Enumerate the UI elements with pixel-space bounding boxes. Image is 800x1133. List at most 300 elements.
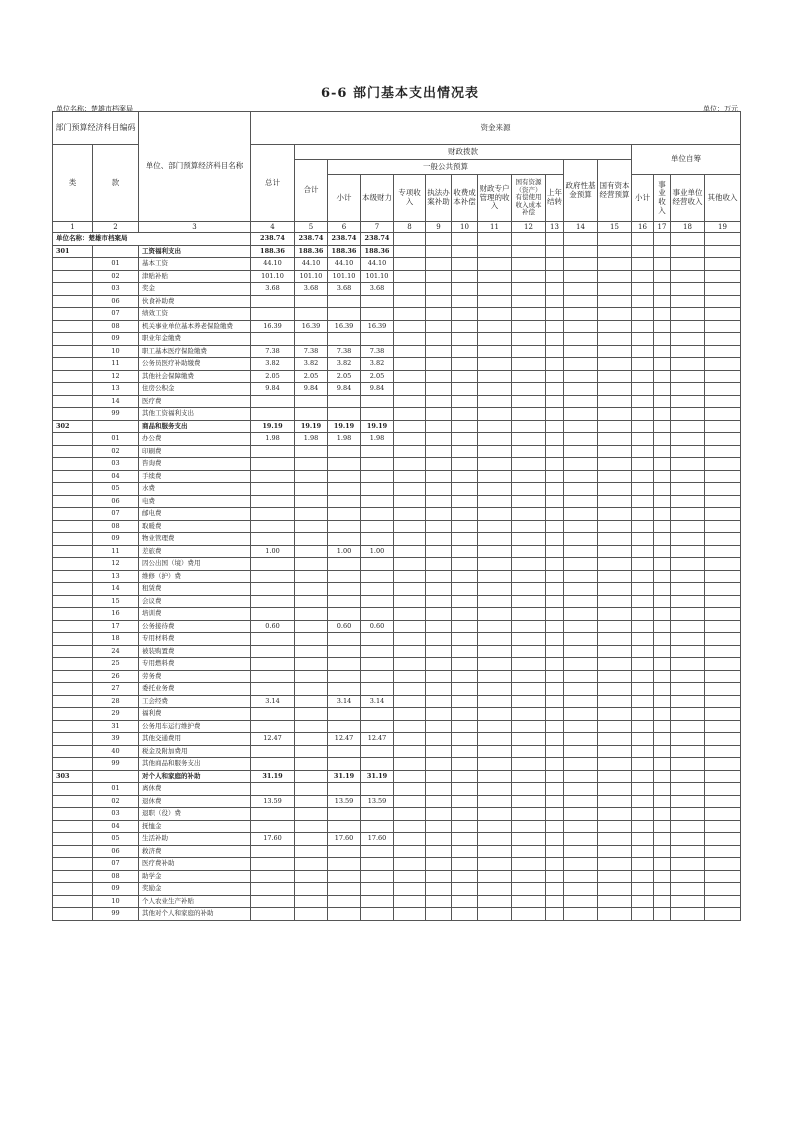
header-general-public: 一般公共预算	[328, 160, 564, 175]
empty-cell	[546, 333, 564, 346]
amount-total	[251, 870, 295, 883]
empty-cell	[546, 308, 564, 321]
empty-cell	[546, 520, 564, 533]
amount-total: 16.39	[251, 320, 295, 333]
amount-heji	[295, 533, 328, 546]
item-name: 印刷费	[139, 445, 251, 458]
empty-cell	[598, 358, 632, 371]
empty-cell	[632, 633, 654, 646]
empty-cell	[394, 695, 426, 708]
empty-cell	[564, 483, 598, 496]
empty-cell	[598, 658, 632, 671]
empty-cell	[598, 570, 632, 583]
empty-cell	[705, 595, 741, 608]
amount-total	[251, 645, 295, 658]
empty-cell	[598, 620, 632, 633]
amount-sub	[328, 820, 361, 833]
empty-cell	[452, 295, 478, 308]
empty-cell	[654, 508, 671, 521]
empty-cell	[426, 645, 452, 658]
table-row	[53, 658, 741, 671]
amount-sub	[328, 508, 361, 521]
amount-local	[361, 745, 394, 758]
amount-local	[361, 470, 394, 483]
empty-cell	[598, 258, 632, 271]
table-row	[53, 720, 741, 733]
amount-total	[251, 758, 295, 771]
empty-cell	[452, 445, 478, 458]
empty-cell	[671, 395, 705, 408]
empty-cell	[564, 820, 598, 833]
column-number: 3	[139, 222, 251, 233]
table-row	[53, 370, 741, 383]
amount-sub	[328, 308, 361, 321]
empty-cell	[598, 670, 632, 683]
empty-cell	[671, 870, 705, 883]
item-name: 抚恤金	[139, 820, 251, 833]
empty-cell	[546, 320, 564, 333]
empty-cell	[705, 845, 741, 858]
amount-total: 188.36	[251, 245, 295, 258]
empty-cell	[512, 795, 546, 808]
empty-cell	[426, 695, 452, 708]
column-number: 19	[705, 222, 741, 233]
empty-cell	[394, 558, 426, 571]
empty-cell	[452, 433, 478, 446]
item-name: 职业年金缴费	[139, 333, 251, 346]
empty-cell	[512, 408, 546, 421]
category-code	[53, 883, 93, 896]
empty-cell	[598, 345, 632, 358]
item-code: 29	[93, 708, 139, 721]
amount-sub	[328, 758, 361, 771]
amount-total	[251, 295, 295, 308]
empty-cell	[452, 745, 478, 758]
empty-cell	[598, 433, 632, 446]
amount-sub: 1.98	[328, 433, 361, 446]
empty-cell	[512, 283, 546, 296]
empty-cell	[705, 758, 741, 771]
empty-cell	[564, 783, 598, 796]
empty-cell	[512, 583, 546, 596]
empty-cell	[705, 908, 741, 921]
table-row	[53, 770, 741, 783]
item-name: 租赁费	[139, 583, 251, 596]
category-code	[53, 408, 93, 421]
amount-sub: 31.19	[328, 770, 361, 783]
empty-cell	[546, 595, 564, 608]
amount-sub	[328, 595, 361, 608]
empty-cell	[632, 645, 654, 658]
empty-cell	[512, 433, 546, 446]
empty-cell	[632, 245, 654, 258]
empty-cell	[632, 333, 654, 346]
table-row	[53, 433, 741, 446]
empty-cell	[426, 495, 452, 508]
table-row	[53, 358, 741, 371]
item-code: 27	[93, 683, 139, 696]
empty-cell	[512, 870, 546, 883]
empty-cell	[654, 270, 671, 283]
category-code	[53, 358, 93, 371]
item-code: 04	[93, 470, 139, 483]
amount-local	[361, 633, 394, 646]
empty-cell	[426, 283, 452, 296]
empty-cell	[671, 658, 705, 671]
amount-local: 101.10	[361, 270, 394, 283]
empty-cell	[512, 570, 546, 583]
empty-cell	[705, 770, 741, 783]
item-name: 因公出国（境）费用	[139, 558, 251, 571]
item-code	[93, 420, 139, 433]
empty-cell	[512, 633, 546, 646]
item-code: 02	[93, 445, 139, 458]
empty-cell	[426, 683, 452, 696]
empty-cell	[564, 558, 598, 571]
empty-cell	[426, 308, 452, 321]
empty-cell	[705, 858, 741, 871]
empty-cell	[452, 720, 478, 733]
empty-cell	[654, 670, 671, 683]
item-code: 99	[93, 908, 139, 921]
empty-cell	[654, 558, 671, 571]
empty-cell	[705, 620, 741, 633]
empty-cell	[564, 495, 598, 508]
item-name: 办公费	[139, 433, 251, 446]
empty-cell	[632, 270, 654, 283]
empty-cell	[394, 533, 426, 546]
empty-cell	[564, 870, 598, 883]
table-row	[53, 483, 741, 496]
amount-heji	[295, 458, 328, 471]
empty-cell	[705, 720, 741, 733]
category-code	[53, 508, 93, 521]
empty-cell	[671, 720, 705, 733]
empty-cell	[452, 845, 478, 858]
amount-total: 1.98	[251, 433, 295, 446]
empty-cell	[394, 633, 426, 646]
item-name: 公务用车运行维护费	[139, 720, 251, 733]
empty-cell	[452, 358, 478, 371]
amount-heji	[295, 595, 328, 608]
amount-local	[361, 820, 394, 833]
empty-cell	[654, 758, 671, 771]
empty-cell	[705, 270, 741, 283]
empty-cell	[452, 345, 478, 358]
amount-local: 44.10	[361, 258, 394, 271]
empty-cell	[632, 720, 654, 733]
empty-cell	[478, 608, 512, 621]
empty-cell	[394, 395, 426, 408]
empty-cell	[452, 895, 478, 908]
empty-cell	[478, 408, 512, 421]
empty-cell	[654, 420, 671, 433]
empty-cell	[426, 608, 452, 621]
amount-heji: 44.10	[295, 258, 328, 271]
empty-cell	[546, 508, 564, 521]
empty-cell	[598, 608, 632, 621]
empty-cell	[426, 708, 452, 721]
amount-sub: 16.39	[328, 320, 361, 333]
empty-cell	[598, 758, 632, 771]
empty-cell	[632, 733, 654, 746]
empty-cell	[564, 683, 598, 696]
empty-cell	[632, 495, 654, 508]
amount-heji	[295, 883, 328, 896]
empty-cell	[564, 858, 598, 871]
empty-cell	[512, 783, 546, 796]
amount-total	[251, 533, 295, 546]
amount-sub: 13.59	[328, 795, 361, 808]
empty-cell	[478, 908, 512, 921]
empty-cell	[564, 883, 598, 896]
empty-cell	[452, 395, 478, 408]
empty-cell	[564, 633, 598, 646]
empty-cell	[564, 658, 598, 671]
category-code	[53, 820, 93, 833]
empty-cell	[564, 770, 598, 783]
amount-local: 1.00	[361, 545, 394, 558]
empty-cell	[478, 683, 512, 696]
empty-cell	[452, 770, 478, 783]
empty-cell	[598, 720, 632, 733]
empty-cell	[654, 333, 671, 346]
empty-cell	[671, 408, 705, 421]
category-code	[53, 545, 93, 558]
empty-cell	[705, 483, 741, 496]
empty-cell	[546, 483, 564, 496]
item-name: 其他对个人和家庭的补助	[139, 908, 251, 921]
item-name: 培训费	[139, 608, 251, 621]
empty-cell	[452, 795, 478, 808]
empty-cell	[632, 558, 654, 571]
amount-local	[361, 670, 394, 683]
category-code	[53, 708, 93, 721]
amount-total	[251, 633, 295, 646]
item-code: 06	[93, 845, 139, 858]
category-code	[53, 570, 93, 583]
empty-cell	[598, 295, 632, 308]
amount-heji	[295, 783, 328, 796]
item-name: 税金及附加费用	[139, 745, 251, 758]
amount-heji: 101.10	[295, 270, 328, 283]
empty-cell	[452, 670, 478, 683]
amount-local	[361, 720, 394, 733]
header-state-assets: 国有资源（资产）有偿使用收入成本补偿	[512, 175, 546, 222]
empty-cell	[598, 770, 632, 783]
column-number: 7	[361, 222, 394, 233]
category-code	[53, 320, 93, 333]
empty-cell	[632, 370, 654, 383]
empty-cell	[546, 558, 564, 571]
empty-cell	[705, 395, 741, 408]
empty-cell	[671, 558, 705, 571]
amount-heji	[295, 570, 328, 583]
empty-cell	[632, 683, 654, 696]
table-row	[53, 870, 741, 883]
amount-local	[361, 408, 394, 421]
amount-local: 19.19	[361, 420, 394, 433]
header-special-mgmt: 财政专户管理的收入	[478, 175, 512, 222]
empty-cell	[546, 395, 564, 408]
empty-cell	[671, 358, 705, 371]
empty-cell	[452, 620, 478, 633]
item-code: 04	[93, 820, 139, 833]
empty-cell	[394, 320, 426, 333]
empty-cell	[564, 433, 598, 446]
empty-cell	[394, 620, 426, 633]
empty-cell	[512, 845, 546, 858]
empty-cell	[671, 245, 705, 258]
empty-cell	[426, 720, 452, 733]
amount-total	[251, 470, 295, 483]
empty-cell	[564, 283, 598, 296]
empty-cell	[394, 233, 426, 246]
category-code	[53, 620, 93, 633]
empty-cell	[452, 508, 478, 521]
item-name: 个人农业生产补贴	[139, 895, 251, 908]
amount-local	[361, 858, 394, 871]
empty-cell	[654, 683, 671, 696]
empty-cell	[478, 783, 512, 796]
empty-cell	[564, 458, 598, 471]
amount-total	[251, 458, 295, 471]
category-code	[53, 720, 93, 733]
amount-sub: 9.84	[328, 383, 361, 396]
empty-cell	[671, 270, 705, 283]
empty-cell	[478, 458, 512, 471]
amount-heji	[295, 620, 328, 633]
empty-cell	[512, 708, 546, 721]
empty-cell	[478, 758, 512, 771]
empty-cell	[426, 233, 452, 246]
empty-cell	[512, 908, 546, 921]
item-name: 手续费	[139, 470, 251, 483]
empty-cell	[598, 533, 632, 546]
item-code: 99	[93, 758, 139, 771]
empty-cell	[512, 383, 546, 396]
empty-cell	[598, 895, 632, 908]
empty-cell	[546, 358, 564, 371]
empty-cell	[546, 495, 564, 508]
empty-cell	[632, 345, 654, 358]
empty-cell	[452, 520, 478, 533]
empty-cell	[546, 270, 564, 283]
empty-cell	[632, 508, 654, 521]
empty-cell	[705, 333, 741, 346]
category-code	[53, 370, 93, 383]
empty-cell	[452, 833, 478, 846]
item-code: 14	[93, 583, 139, 596]
table-row	[53, 533, 741, 546]
empty-cell	[546, 645, 564, 658]
empty-cell	[394, 708, 426, 721]
empty-cell	[598, 308, 632, 321]
category-code	[53, 333, 93, 346]
amount-total	[251, 708, 295, 721]
amount-heji	[295, 845, 328, 858]
empty-cell	[632, 620, 654, 633]
category-code: 302	[53, 420, 93, 433]
empty-cell	[705, 745, 741, 758]
item-name: 咨询费	[139, 458, 251, 471]
amount-total: 9.84	[251, 383, 295, 396]
empty-cell	[671, 845, 705, 858]
empty-cell	[452, 570, 478, 583]
empty-cell	[512, 495, 546, 508]
table-row	[53, 420, 741, 433]
empty-cell	[598, 745, 632, 758]
amount-total: 3.82	[251, 358, 295, 371]
category-code	[53, 495, 93, 508]
amount-heji: 238.74	[295, 233, 328, 246]
empty-cell	[426, 470, 452, 483]
empty-cell	[564, 358, 598, 371]
empty-cell	[426, 570, 452, 583]
amount-total	[251, 683, 295, 696]
amount-sub	[328, 333, 361, 346]
empty-cell	[478, 520, 512, 533]
amount-heji: 7.38	[295, 345, 328, 358]
amount-sub	[328, 533, 361, 546]
amount-total: 101.10	[251, 270, 295, 283]
header-heji: 合计	[295, 160, 328, 222]
item-code: 07	[93, 308, 139, 321]
empty-cell	[426, 908, 452, 921]
empty-cell	[546, 608, 564, 621]
column-number-row	[53, 222, 741, 233]
empty-cell	[452, 733, 478, 746]
empty-cell	[654, 320, 671, 333]
empty-cell	[426, 745, 452, 758]
item-code: 08	[93, 870, 139, 883]
empty-cell	[705, 895, 741, 908]
column-number: 6	[328, 222, 361, 233]
empty-cell	[632, 295, 654, 308]
empty-cell	[598, 583, 632, 596]
item-name: 电费	[139, 495, 251, 508]
header-self-raised: 单位自筹	[632, 145, 741, 175]
amount-local	[361, 520, 394, 533]
empty-cell	[394, 470, 426, 483]
empty-cell	[478, 483, 512, 496]
empty-cell	[394, 658, 426, 671]
empty-cell	[426, 295, 452, 308]
empty-cell	[394, 495, 426, 508]
table-row	[53, 708, 741, 721]
empty-cell	[654, 908, 671, 921]
item-name: 奖励金	[139, 883, 251, 896]
empty-cell	[546, 283, 564, 296]
table-row	[53, 783, 741, 796]
empty-cell	[512, 258, 546, 271]
item-code: 16	[93, 608, 139, 621]
category-code	[53, 745, 93, 758]
item-name: 会议费	[139, 595, 251, 608]
item-name: 水费	[139, 483, 251, 496]
empty-cell	[598, 283, 632, 296]
table-row	[53, 758, 741, 771]
column-number: 18	[671, 222, 705, 233]
empty-cell	[478, 733, 512, 746]
item-code: 25	[93, 658, 139, 671]
empty-cell	[598, 520, 632, 533]
empty-cell	[512, 308, 546, 321]
empty-cell	[546, 708, 564, 721]
item-code: 10	[93, 895, 139, 908]
empty-cell	[705, 545, 741, 558]
amount-sub	[328, 808, 361, 821]
